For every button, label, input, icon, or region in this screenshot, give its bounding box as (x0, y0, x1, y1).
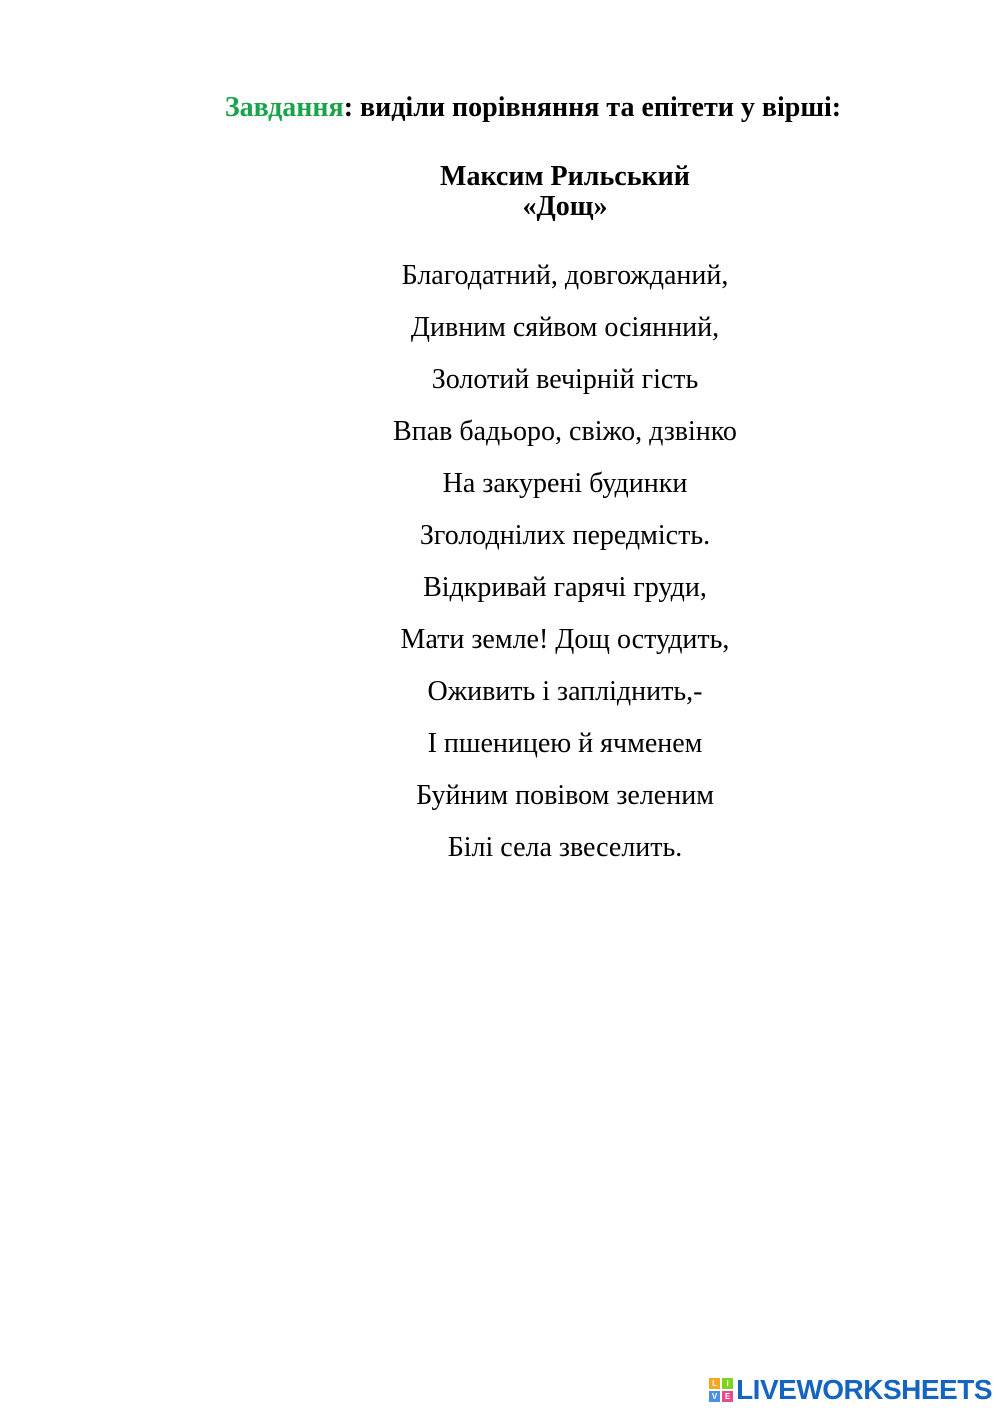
poem-title: «Дощ» (522, 191, 608, 223)
poem-line: Мати земле! Дощ остудить, (400, 624, 730, 655)
author-name: Максим Рильський (440, 161, 690, 192)
logo-letter: L (709, 1378, 720, 1389)
task-label: Завдання (224, 92, 344, 123)
poem-line: На закурені будинки (442, 468, 688, 499)
poem-line: Відкривай гарячі груди, (423, 572, 707, 603)
poem-line: Благодатний, довгожданий, (401, 260, 729, 291)
poem-line: Оживить і запліднить,- (427, 676, 703, 707)
logo-letter: I (722, 1378, 733, 1389)
poem-line: І пшеницею й ячменем (427, 728, 703, 759)
poem-line: Золотий вечірній гість (431, 364, 699, 395)
poem-line: Впав бадьоро, свіжо, дзвінко (393, 416, 737, 447)
poem-lines (0, 254, 1000, 878)
poem-line: Дивним сяйвом осіянний, (410, 312, 720, 343)
liveworksheets-logo-icon (709, 1378, 733, 1402)
poem-line: Білі села звеселить. (447, 832, 683, 863)
liveworksheets-watermark (709, 1375, 992, 1405)
logo-letter: V (709, 1391, 720, 1402)
logo-letter: E (722, 1391, 733, 1402)
task-text: : виділи порівняння та епітети у вірші: (343, 92, 842, 123)
poem-line: Зголоднілих передмість. (419, 520, 711, 551)
poem-line: Буйним повівом зеленим (416, 780, 714, 811)
task-heading (0, 92, 1000, 124)
poem-header (0, 162, 1000, 222)
watermark-text: LIVEWORKSHEETS (736, 1374, 992, 1405)
